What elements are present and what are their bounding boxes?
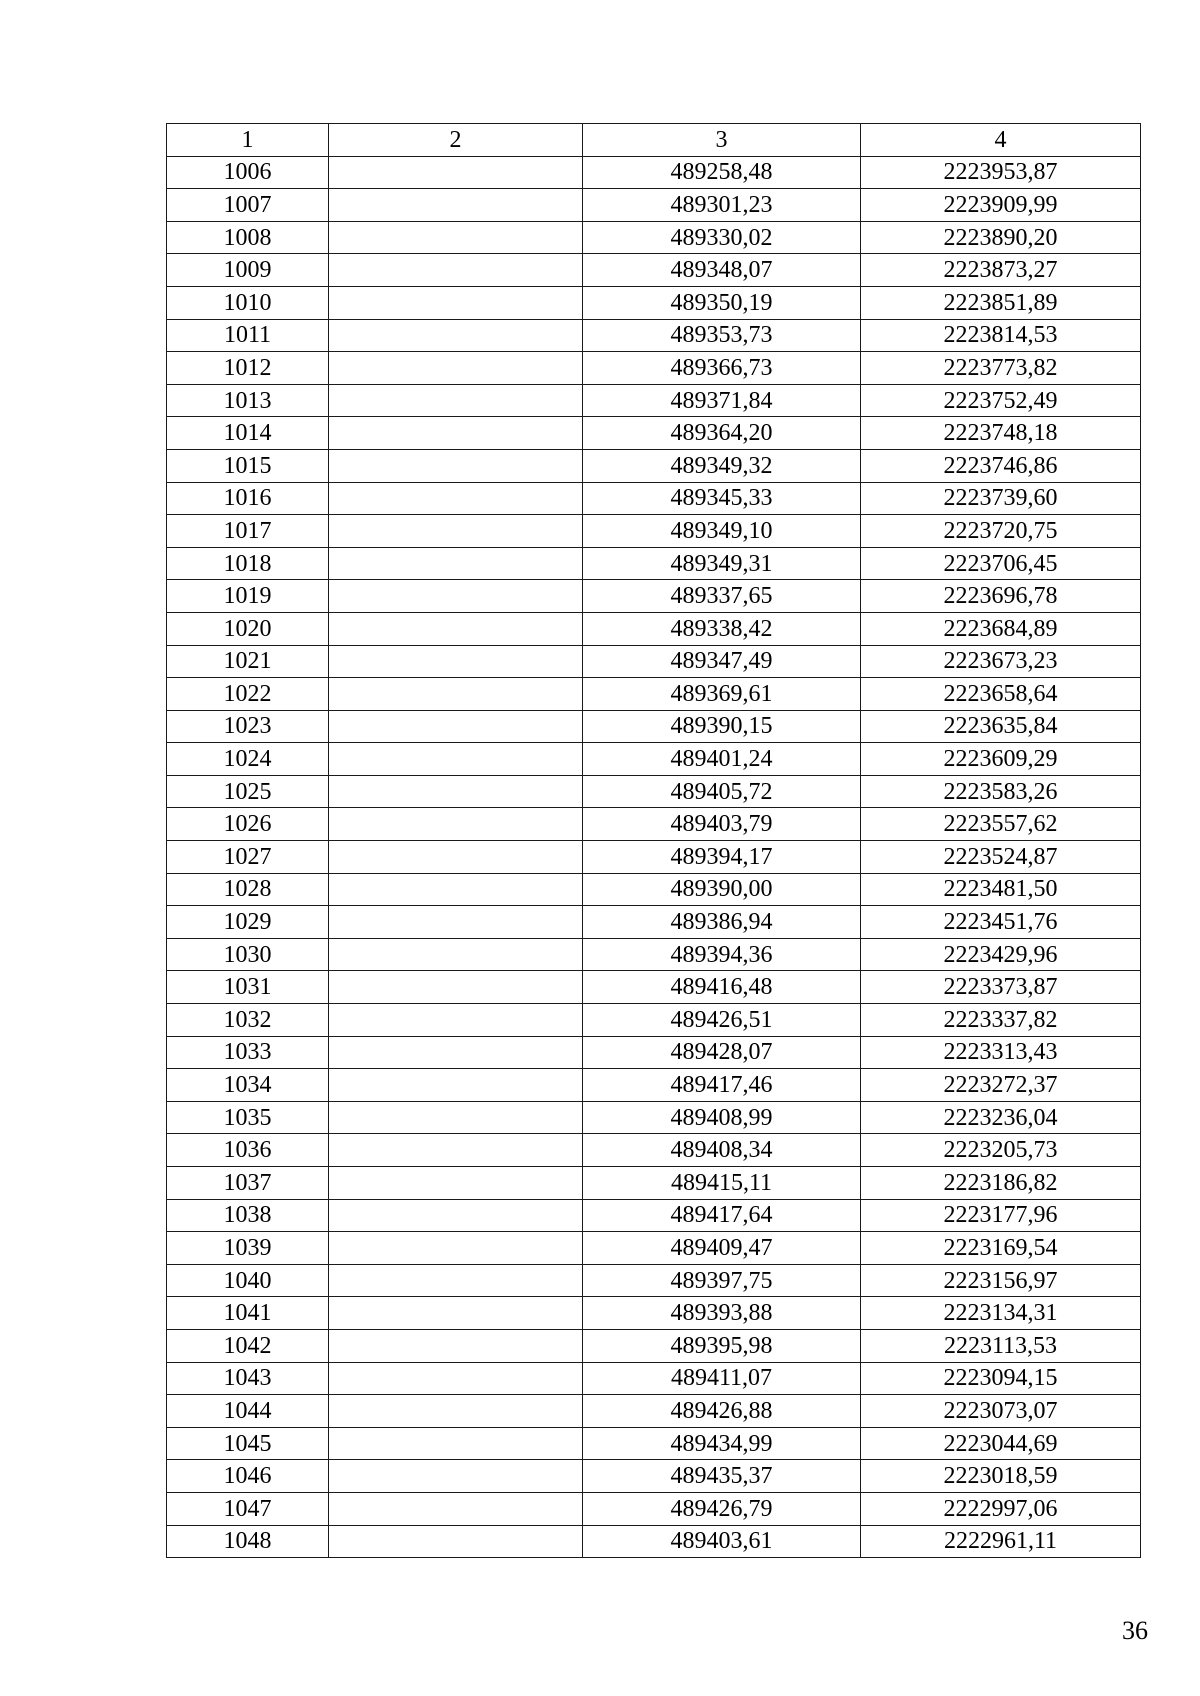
y-coordinate-cell: 2223609,29 bbox=[861, 743, 1141, 776]
table-row bbox=[167, 645, 1141, 678]
column-2-cell bbox=[329, 1101, 583, 1134]
column-2-cell bbox=[329, 1232, 583, 1265]
y-coordinate-cell: 2223851,89 bbox=[861, 286, 1141, 319]
y-coordinate-cell: 2223272,37 bbox=[861, 1069, 1141, 1102]
x-coordinate-cell: 489337,65 bbox=[583, 580, 861, 613]
x-coordinate-cell: 489349,32 bbox=[583, 449, 861, 482]
column-2-cell bbox=[329, 254, 583, 287]
table-row bbox=[167, 1069, 1141, 1102]
table-row bbox=[167, 906, 1141, 939]
y-coordinate-cell: 2223186,82 bbox=[861, 1167, 1141, 1200]
page-number: 36 bbox=[1122, 1616, 1148, 1645]
column-2-cell bbox=[329, 482, 583, 515]
y-coordinate-cell: 2223873,27 bbox=[861, 254, 1141, 287]
y-coordinate-cell: 2223706,45 bbox=[861, 547, 1141, 580]
point-number-cell: 1026 bbox=[167, 808, 329, 841]
column-2-cell bbox=[329, 1004, 583, 1037]
point-number-cell: 1043 bbox=[167, 1362, 329, 1395]
column-2-cell bbox=[329, 1329, 583, 1362]
table-row bbox=[167, 1297, 1141, 1330]
table-row bbox=[167, 1329, 1141, 1362]
x-coordinate-cell: 489338,42 bbox=[583, 612, 861, 645]
column-2-cell bbox=[329, 971, 583, 1004]
x-coordinate-cell: 489409,47 bbox=[583, 1232, 861, 1265]
coordinates-table bbox=[166, 123, 1141, 1558]
column-2-cell bbox=[329, 1362, 583, 1395]
y-coordinate-cell: 2223720,75 bbox=[861, 515, 1141, 548]
x-coordinate-cell: 489345,33 bbox=[583, 482, 861, 515]
table-row bbox=[167, 710, 1141, 743]
y-coordinate-cell: 2223953,87 bbox=[861, 156, 1141, 189]
table-row bbox=[167, 1362, 1141, 1395]
table-row bbox=[167, 808, 1141, 841]
point-number-cell: 1014 bbox=[167, 417, 329, 450]
column-2-cell bbox=[329, 221, 583, 254]
point-number-cell: 1038 bbox=[167, 1199, 329, 1232]
x-coordinate-cell: 489301,23 bbox=[583, 189, 861, 222]
column-2-cell bbox=[329, 547, 583, 580]
y-coordinate-cell: 2223696,78 bbox=[861, 580, 1141, 613]
column-2-cell bbox=[329, 1069, 583, 1102]
point-number-cell: 1041 bbox=[167, 1297, 329, 1330]
table-row bbox=[167, 547, 1141, 580]
x-coordinate-cell: 489434,99 bbox=[583, 1427, 861, 1460]
point-number-cell: 1012 bbox=[167, 352, 329, 385]
x-coordinate-cell: 489390,15 bbox=[583, 710, 861, 743]
column-2-cell bbox=[329, 417, 583, 450]
table-row bbox=[167, 221, 1141, 254]
column-2-cell bbox=[329, 1134, 583, 1167]
table-header-row bbox=[167, 124, 1141, 157]
x-coordinate-cell: 489403,79 bbox=[583, 808, 861, 841]
point-number-cell: 1045 bbox=[167, 1427, 329, 1460]
point-number-cell: 1024 bbox=[167, 743, 329, 776]
x-coordinate-cell: 489435,37 bbox=[583, 1460, 861, 1493]
column-2-cell bbox=[329, 156, 583, 189]
point-number-cell: 1027 bbox=[167, 841, 329, 874]
x-coordinate-cell: 489366,73 bbox=[583, 352, 861, 385]
y-coordinate-cell: 2223094,15 bbox=[861, 1362, 1141, 1395]
table-row bbox=[167, 352, 1141, 385]
column-2-cell bbox=[329, 938, 583, 971]
table-row bbox=[167, 612, 1141, 645]
column-2-cell bbox=[329, 449, 583, 482]
point-number-cell: 1030 bbox=[167, 938, 329, 971]
table-row bbox=[167, 775, 1141, 808]
y-coordinate-cell: 2223156,97 bbox=[861, 1264, 1141, 1297]
column-2-cell bbox=[329, 873, 583, 906]
y-coordinate-cell: 2223018,59 bbox=[861, 1460, 1141, 1493]
table-row bbox=[167, 515, 1141, 548]
point-number-cell: 1048 bbox=[167, 1525, 329, 1558]
y-coordinate-cell: 2223673,23 bbox=[861, 645, 1141, 678]
x-coordinate-cell: 489411,07 bbox=[583, 1362, 861, 1395]
table-row bbox=[167, 417, 1141, 450]
table-row bbox=[167, 156, 1141, 189]
point-number-cell: 1025 bbox=[167, 775, 329, 808]
point-number-cell: 1046 bbox=[167, 1460, 329, 1493]
x-coordinate-cell: 489369,61 bbox=[583, 678, 861, 711]
x-coordinate-cell: 489428,07 bbox=[583, 1036, 861, 1069]
column-2-cell bbox=[329, 710, 583, 743]
y-coordinate-cell: 2223909,99 bbox=[861, 189, 1141, 222]
y-coordinate-cell: 2223746,86 bbox=[861, 449, 1141, 482]
x-coordinate-cell: 489415,11 bbox=[583, 1167, 861, 1200]
x-coordinate-cell: 489405,72 bbox=[583, 775, 861, 808]
point-number-cell: 1018 bbox=[167, 547, 329, 580]
point-number-cell: 1040 bbox=[167, 1264, 329, 1297]
table-row bbox=[167, 1134, 1141, 1167]
table-row bbox=[167, 482, 1141, 515]
x-coordinate-cell: 489347,49 bbox=[583, 645, 861, 678]
column-2-cell bbox=[329, 743, 583, 776]
y-coordinate-cell: 2223684,89 bbox=[861, 612, 1141, 645]
table-row bbox=[167, 254, 1141, 287]
column-2-cell bbox=[329, 1460, 583, 1493]
table-row bbox=[167, 873, 1141, 906]
point-number-cell: 1006 bbox=[167, 156, 329, 189]
table-row bbox=[167, 1036, 1141, 1069]
point-number-cell: 1020 bbox=[167, 612, 329, 645]
column-2-cell bbox=[329, 612, 583, 645]
x-coordinate-cell: 489426,51 bbox=[583, 1004, 861, 1037]
y-coordinate-cell: 2223752,49 bbox=[861, 384, 1141, 417]
y-coordinate-cell: 2223429,96 bbox=[861, 938, 1141, 971]
column-2-cell bbox=[329, 1199, 583, 1232]
table-row bbox=[167, 449, 1141, 482]
table-row bbox=[167, 971, 1141, 1004]
column-header: 2 bbox=[329, 124, 583, 157]
table-row bbox=[167, 1199, 1141, 1232]
table-row bbox=[167, 1101, 1141, 1134]
column-2-cell bbox=[329, 1297, 583, 1330]
column-2-cell bbox=[329, 352, 583, 385]
y-coordinate-cell: 2223205,73 bbox=[861, 1134, 1141, 1167]
y-coordinate-cell: 2223169,54 bbox=[861, 1232, 1141, 1265]
y-coordinate-cell: 2223814,53 bbox=[861, 319, 1141, 352]
point-number-cell: 1009 bbox=[167, 254, 329, 287]
y-coordinate-cell: 2223890,20 bbox=[861, 221, 1141, 254]
y-coordinate-cell: 2223236,04 bbox=[861, 1101, 1141, 1134]
x-coordinate-cell: 489417,46 bbox=[583, 1069, 861, 1102]
point-number-cell: 1011 bbox=[167, 319, 329, 352]
column-2-cell bbox=[329, 1492, 583, 1525]
column-2-cell bbox=[329, 678, 583, 711]
column-2-cell bbox=[329, 645, 583, 678]
table-row bbox=[167, 1460, 1141, 1493]
x-coordinate-cell: 489408,99 bbox=[583, 1101, 861, 1134]
column-2-cell bbox=[329, 580, 583, 613]
table-row bbox=[167, 1004, 1141, 1037]
table-row bbox=[167, 1525, 1141, 1558]
table-row bbox=[167, 1167, 1141, 1200]
point-number-cell: 1008 bbox=[167, 221, 329, 254]
point-number-cell: 1015 bbox=[167, 449, 329, 482]
y-coordinate-cell: 2223739,60 bbox=[861, 482, 1141, 515]
y-coordinate-cell: 2223583,26 bbox=[861, 775, 1141, 808]
x-coordinate-cell: 489426,79 bbox=[583, 1492, 861, 1525]
y-coordinate-cell: 2223313,43 bbox=[861, 1036, 1141, 1069]
table-row bbox=[167, 841, 1141, 874]
x-coordinate-cell: 489401,24 bbox=[583, 743, 861, 776]
point-number-cell: 1029 bbox=[167, 906, 329, 939]
x-coordinate-cell: 489349,31 bbox=[583, 547, 861, 580]
column-2-cell bbox=[329, 384, 583, 417]
y-coordinate-cell: 2223748,18 bbox=[861, 417, 1141, 450]
x-coordinate-cell: 489386,94 bbox=[583, 906, 861, 939]
column-2-cell bbox=[329, 775, 583, 808]
y-coordinate-cell: 2223481,50 bbox=[861, 873, 1141, 906]
x-coordinate-cell: 489330,02 bbox=[583, 221, 861, 254]
y-coordinate-cell: 2223113,53 bbox=[861, 1329, 1141, 1362]
table-row bbox=[167, 1427, 1141, 1460]
point-number-cell: 1022 bbox=[167, 678, 329, 711]
column-2-cell bbox=[329, 1395, 583, 1428]
point-number-cell: 1021 bbox=[167, 645, 329, 678]
table-row bbox=[167, 743, 1141, 776]
x-coordinate-cell: 489403,61 bbox=[583, 1525, 861, 1558]
column-2-cell bbox=[329, 906, 583, 939]
table-row bbox=[167, 1232, 1141, 1265]
table-row bbox=[167, 1395, 1141, 1428]
column-2-cell bbox=[329, 1525, 583, 1558]
point-number-cell: 1010 bbox=[167, 286, 329, 319]
column-header: 1 bbox=[167, 124, 329, 157]
y-coordinate-cell: 2223134,31 bbox=[861, 1297, 1141, 1330]
y-coordinate-cell: 2223177,96 bbox=[861, 1199, 1141, 1232]
point-number-cell: 1032 bbox=[167, 1004, 329, 1037]
column-2-cell bbox=[329, 1036, 583, 1069]
point-number-cell: 1044 bbox=[167, 1395, 329, 1428]
x-coordinate-cell: 489397,75 bbox=[583, 1264, 861, 1297]
x-coordinate-cell: 489348,07 bbox=[583, 254, 861, 287]
table-row bbox=[167, 189, 1141, 222]
y-coordinate-cell: 2223337,82 bbox=[861, 1004, 1141, 1037]
y-coordinate-cell: 2223557,62 bbox=[861, 808, 1141, 841]
table-row bbox=[167, 1264, 1141, 1297]
column-2-cell bbox=[329, 1427, 583, 1460]
point-number-cell: 1036 bbox=[167, 1134, 329, 1167]
x-coordinate-cell: 489350,19 bbox=[583, 286, 861, 319]
point-number-cell: 1017 bbox=[167, 515, 329, 548]
table-row bbox=[167, 319, 1141, 352]
column-2-cell bbox=[329, 841, 583, 874]
point-number-cell: 1013 bbox=[167, 384, 329, 417]
x-coordinate-cell: 489426,88 bbox=[583, 1395, 861, 1428]
x-coordinate-cell: 489390,00 bbox=[583, 873, 861, 906]
point-number-cell: 1016 bbox=[167, 482, 329, 515]
x-coordinate-cell: 489258,48 bbox=[583, 156, 861, 189]
y-coordinate-cell: 2222961,11 bbox=[861, 1525, 1141, 1558]
y-coordinate-cell: 2222997,06 bbox=[861, 1492, 1141, 1525]
y-coordinate-cell: 2223635,84 bbox=[861, 710, 1141, 743]
point-number-cell: 1019 bbox=[167, 580, 329, 613]
table-row bbox=[167, 580, 1141, 613]
y-coordinate-cell: 2223373,87 bbox=[861, 971, 1141, 1004]
point-number-cell: 1028 bbox=[167, 873, 329, 906]
x-coordinate-cell: 489393,88 bbox=[583, 1297, 861, 1330]
point-number-cell: 1007 bbox=[167, 189, 329, 222]
x-coordinate-cell: 489364,20 bbox=[583, 417, 861, 450]
y-coordinate-cell: 2223044,69 bbox=[861, 1427, 1141, 1460]
x-coordinate-cell: 489395,98 bbox=[583, 1329, 861, 1362]
x-coordinate-cell: 489353,73 bbox=[583, 319, 861, 352]
point-number-cell: 1039 bbox=[167, 1232, 329, 1265]
column-2-cell bbox=[329, 808, 583, 841]
table-body bbox=[167, 124, 1141, 1558]
column-2-cell bbox=[329, 286, 583, 319]
x-coordinate-cell: 489349,10 bbox=[583, 515, 861, 548]
table-row bbox=[167, 678, 1141, 711]
column-header: 4 bbox=[861, 124, 1141, 157]
point-number-cell: 1023 bbox=[167, 710, 329, 743]
y-coordinate-cell: 2223658,64 bbox=[861, 678, 1141, 711]
point-number-cell: 1034 bbox=[167, 1069, 329, 1102]
table-row bbox=[167, 384, 1141, 417]
y-coordinate-cell: 2223451,76 bbox=[861, 906, 1141, 939]
column-2-cell bbox=[329, 1167, 583, 1200]
y-coordinate-cell: 2223073,07 bbox=[861, 1395, 1141, 1428]
table-row bbox=[167, 938, 1141, 971]
column-header: 3 bbox=[583, 124, 861, 157]
table-row bbox=[167, 1492, 1141, 1525]
x-coordinate-cell: 489371,84 bbox=[583, 384, 861, 417]
point-number-cell: 1047 bbox=[167, 1492, 329, 1525]
point-number-cell: 1042 bbox=[167, 1329, 329, 1362]
column-2-cell bbox=[329, 515, 583, 548]
point-number-cell: 1035 bbox=[167, 1101, 329, 1134]
column-2-cell bbox=[329, 319, 583, 352]
x-coordinate-cell: 489394,36 bbox=[583, 938, 861, 971]
x-coordinate-cell: 489417,64 bbox=[583, 1199, 861, 1232]
x-coordinate-cell: 489408,34 bbox=[583, 1134, 861, 1167]
point-number-cell: 1033 bbox=[167, 1036, 329, 1069]
column-2-cell bbox=[329, 189, 583, 222]
x-coordinate-cell: 489416,48 bbox=[583, 971, 861, 1004]
table-row bbox=[167, 286, 1141, 319]
y-coordinate-cell: 2223524,87 bbox=[861, 841, 1141, 874]
x-coordinate-cell: 489394,17 bbox=[583, 841, 861, 874]
point-number-cell: 1037 bbox=[167, 1167, 329, 1200]
column-2-cell bbox=[329, 1264, 583, 1297]
point-number-cell: 1031 bbox=[167, 971, 329, 1004]
y-coordinate-cell: 2223773,82 bbox=[861, 352, 1141, 385]
